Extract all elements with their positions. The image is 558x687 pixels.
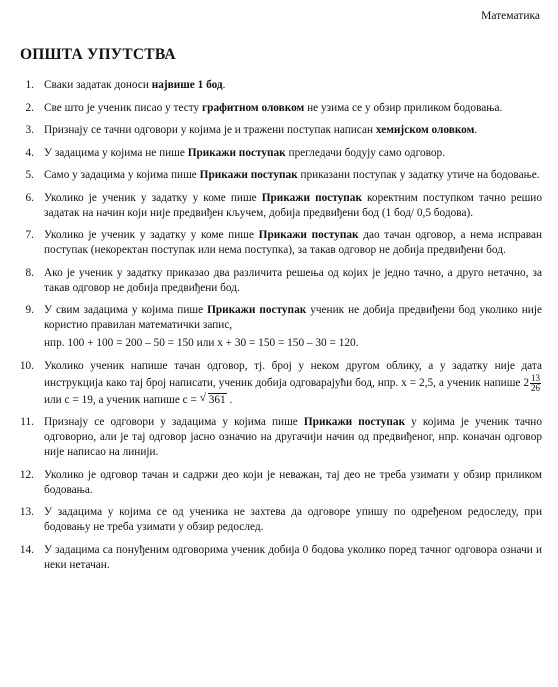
radical-icon: √: [199, 391, 206, 404]
list-item: [14, 123, 542, 138]
instructions-list: [14, 78, 542, 580]
item-text: Све што је ученик писао у тесту графитном оловком не узима се у обзир приликом бодовања.: [44, 101, 503, 114]
item-text: Уколико је ученик у задатку у коме пише Прикажи поступак коректним поступком тачно решио задатак на начин који није предвиђен кључем, добија предвиђени бод (1 бод/ 0,5 бодова).: [44, 191, 542, 219]
item-text: У задацима у којима се од ученика не захтева да одговоре упишу по одређеном редоследу, при бодовању не треба узимати у обзир редослед.: [44, 506, 542, 533]
item-number: 7.: [25, 229, 34, 241]
item-text: Уколико је ученик у задатку у коме пише Прикажи поступак дао тачан одговор, а нема исправан поступак (некоректан поступак или нема поступка), за такав одговор не добија предвиђени бод.: [44, 229, 543, 256]
list-item: [14, 78, 542, 93]
item-text: Уколико ученик напише тачан одговор, тј. број у неком другом облику, а у задатку није дата инструкција како тај број написати, ученик добија одговарајући бод, нпр. x = 2,5, а ученик напише 2 $\frac{13}{26}$ или c = 19, а ученик напише c = √ 361 .: [44, 359, 542, 406]
subject-header: Математика: [481, 10, 540, 22]
item-number: 2.: [25, 101, 34, 114]
mixed-fraction: $\frac{13}{26}$: [531, 372, 540, 393]
square-root: √ 361: [199, 391, 226, 406]
item-text: Ако је ученик у задатку приказао два различита решења од којих је једно тачно, а друго нетачно, за такав одговор не добија предвиђени бод.: [44, 266, 542, 294]
item-text: У задацима са понуђеним одговорима ученик добија 0 бодова уколико поред тачног одговора означи и неки нетачан.: [44, 543, 542, 571]
list-item: [14, 266, 542, 296]
list-item: [14, 101, 542, 116]
list-item: [14, 468, 542, 498]
item-number: 10.: [19, 359, 34, 372]
math-example: нпр. 100 + 100 = 200 – 50 = 150 или x + 30 = 150 = 150 – 30 = 120.: [44, 337, 359, 349]
list-item: [14, 228, 542, 258]
item-number: 8.: [25, 266, 34, 279]
item-number: 12.: [19, 468, 34, 481]
item-text: Уколико је одговор тачан и садржи део који је неважан, тај део не треба узимати у обзир приликом бодовања.: [44, 468, 542, 496]
list-item: [14, 505, 542, 535]
item-number: 9.: [25, 304, 34, 316]
item-number: 6.: [25, 191, 34, 204]
item-text: Признају се одговори у задацима у којима пише Прикажи поступак у којима је ученик тачно одговорио, али је тај одговор јасно означио на другачији начин од предвиђеног, нпр. коначан одговор није написао на линији.: [44, 416, 542, 458]
list-item: [14, 359, 542, 408]
item-text: Признају се тачни одговори у којима је и тражени поступак написан хемијском оловком.: [44, 124, 478, 136]
item-text: У задацима у којима не пише Прикажи поступак прегледачи бодују само одговор.: [44, 146, 445, 159]
item-text: Само у задацима у којима пише Прикажи поступак приказани поступак у задатку утиче на бодовање.: [44, 169, 540, 181]
list-item: [14, 146, 542, 161]
list-item: [14, 303, 542, 351]
item-number: 11.: [20, 416, 34, 428]
list-item: [14, 191, 542, 221]
item-text: Сваки задатак доноси највише 1 бод.: [44, 79, 226, 91]
page-title: ОПШТА УПУТСТВА: [20, 46, 176, 63]
item-number: 14.: [19, 543, 34, 556]
item-number: 4.: [25, 146, 34, 159]
item-number: 1.: [25, 79, 34, 91]
item-number: 13.: [19, 506, 34, 518]
item-text: У свим задацима у којима пише Прикажи поступак ученик не добија предвиђени бод уколико није користио правилан математички запис, нпр. 100 + 100 = 200 – 50 = 150 или x + 30 = 150 = 150 – 30 = 120.: [44, 304, 543, 349]
list-item: [14, 168, 542, 183]
item-number: 3.: [25, 124, 34, 136]
list-item: [14, 543, 542, 573]
list-item: [14, 415, 542, 460]
item-number: 5.: [25, 169, 34, 181]
